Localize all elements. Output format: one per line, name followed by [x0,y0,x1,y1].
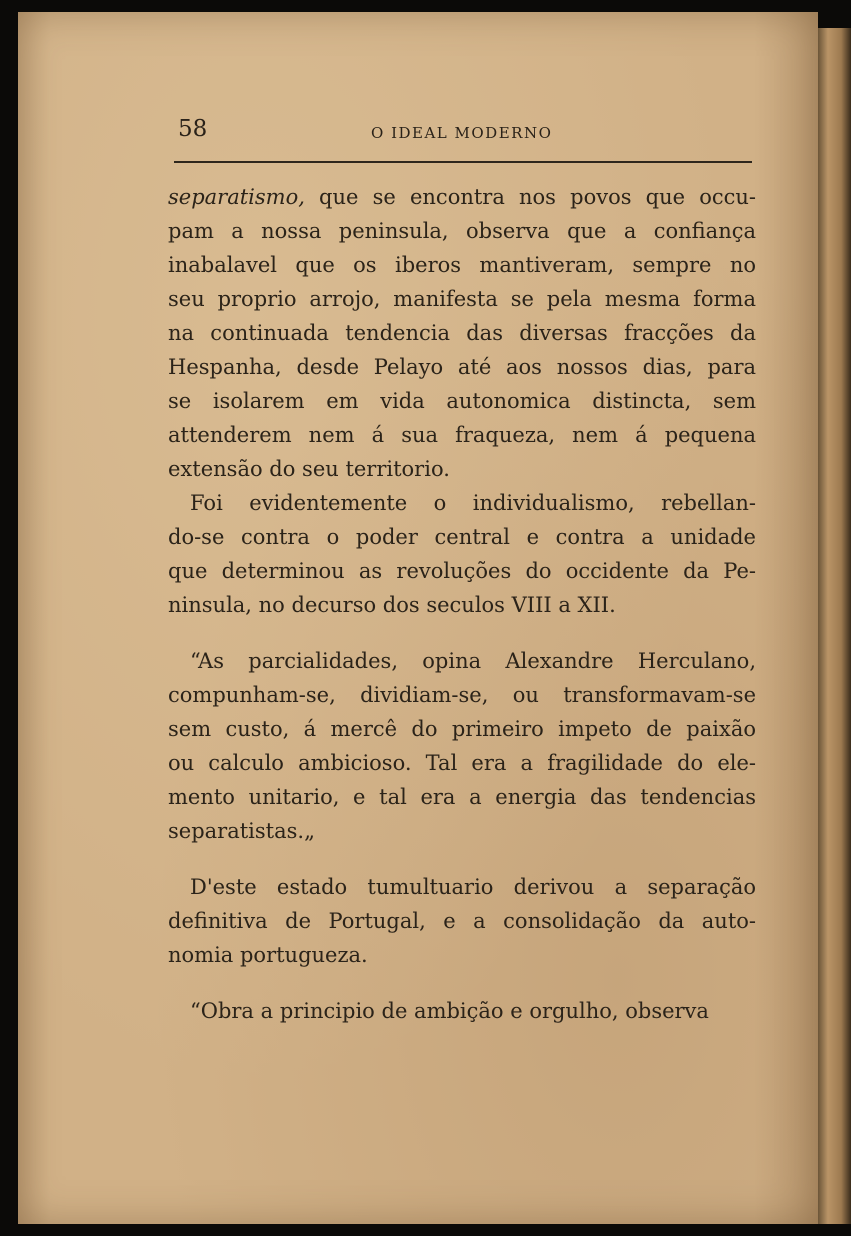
text-line: separatistas.„ [168,819,315,843]
running-title: O IDEAL MODERNO [371,124,553,142]
paragraph [168,644,756,848]
text-line: na continuada tendencia das diversas fracções da [168,321,756,345]
text-line: ou calculo ambicioso. Tal era a fragilidade do ele- [168,751,756,775]
text-line: Hespanha, desde Pelayo até aos nossos dias, para [168,355,756,379]
text-line: que determinou as revoluções do occidente da Pe- [168,559,756,583]
text-line: definitiva de Portugal, e a consolidação da auto- [168,909,756,933]
text-line: inabalavel que os iberos mantiveram, sempre no [168,253,756,277]
text-line: sem custo, á mercê do primeiro impeto de paixão [168,717,756,741]
text-line: mento unitario, e tal era a energia das tendencias [168,785,756,809]
paragraph [168,180,756,486]
text-line: seu proprio arrojo, manifesta se pela mesma forma [168,287,756,311]
paragraph [168,870,756,972]
body-text [168,180,756,1028]
paragraph [168,486,756,622]
text-line: compunham-se, dividiam-se, ou transformavam-se [168,683,756,707]
text-line: pam a nossa peninsula, observa que a confiança [168,219,756,243]
text-line: D'este estado tumultuario derivou a separação [190,875,756,899]
page-edge [818,28,851,1224]
text-line: “As parcialidades, opina Alexandre Herculano, [190,649,756,673]
text-line: Foi evidentemente o individualismo, rebellan- [190,491,756,515]
text-line: do-se contra o poder central e contra a unidade [168,525,756,549]
text-line: “Obra a principio de ambição e orgulho, observa [190,999,709,1023]
header-rule [174,161,752,163]
text-line: se isolarem em vida autonomica distincta, sem [168,389,756,413]
page-header [178,116,750,156]
text-line: nomia portugueza. [168,943,368,967]
text-line: attenderem nem á sua fraqueza, nem á pequena [168,423,756,447]
text-line: separatismo, que se encontra nos povos que occu- [168,185,756,209]
text-line: ninsula, no decurso dos seculos VIII a XII. [168,593,616,617]
page-number: 58 [178,116,208,142]
italic-word: separatismo, [168,185,305,209]
text-line: extensão do seu territorio. [168,457,450,481]
paragraph [168,994,756,1028]
